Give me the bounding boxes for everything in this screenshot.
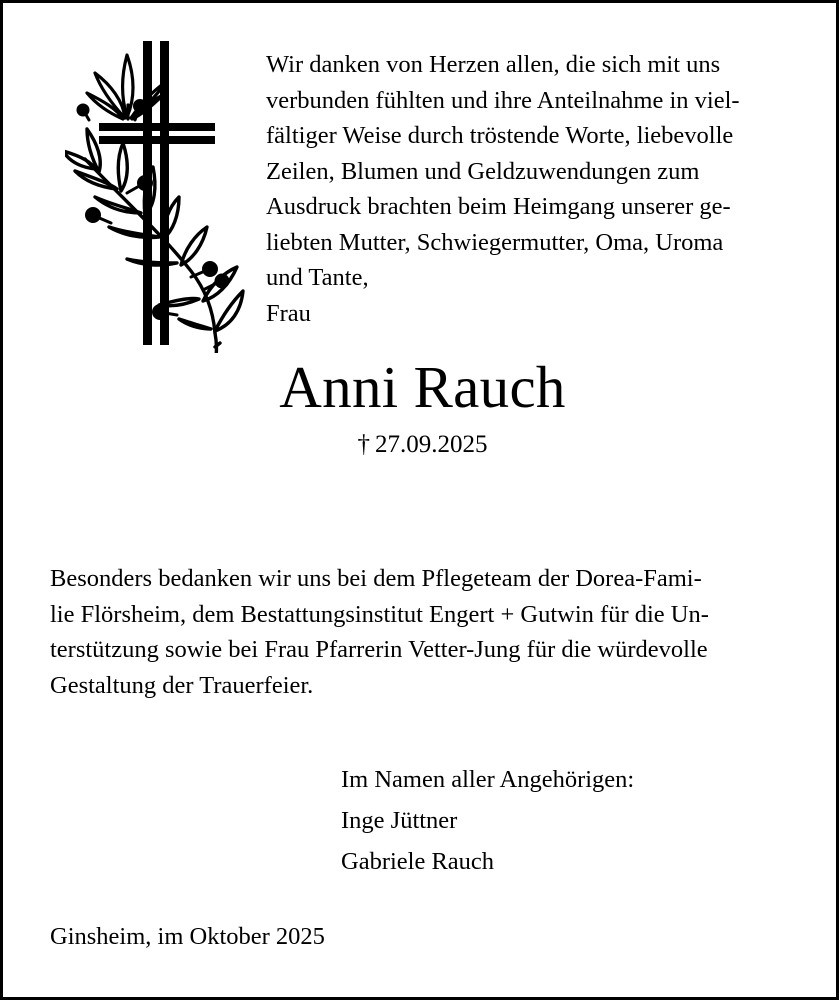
intro-paragraph	[266, 47, 802, 331]
signature-name: Inge Jüttner	[341, 807, 458, 834]
thanks-line: terstützung sowie bei Frau Pfarrerin Vetter-Jung für die würdevolle	[50, 636, 708, 663]
deceased-block	[3, 355, 839, 460]
intro-line: Ausdruck brachten beim Heimgang unserer ge-	[266, 193, 731, 220]
place-and-date: Ginsheim, im Oktober 2025	[50, 923, 325, 950]
death-date-line	[3, 430, 839, 460]
cross-with-olive-branch-icon	[65, 33, 245, 353]
intro-line: verbunden fühlten und ihre Anteilnahme in viel-	[266, 86, 740, 114]
salutation-label: Frau	[266, 299, 311, 327]
thanks-paragraph	[50, 561, 798, 703]
thanks-line: lie Flörsheim, dem Bestattungsinstitut Engert + Gutwin für die Un-	[50, 600, 709, 628]
intro-line: und Tante,	[266, 264, 369, 291]
intro-line: liebten Mutter, Schwiegermutter, Oma, Uroma	[266, 228, 724, 256]
intro-line: Zeilen, Blumen und Geldzuwendungen zum	[266, 157, 700, 185]
thanks-line: Besonders bedanken wir uns bei dem Pflegeteam der Dorea-Fami-	[50, 565, 702, 592]
intro-line: Wir danken von Herzen allen, die sich mit uns	[266, 51, 721, 78]
deceased-name: Anni Rauch	[279, 354, 566, 420]
signature-block	[341, 759, 634, 882]
signature-heading: Im Namen aller Angehörigen:	[341, 766, 635, 793]
death-date-value: 27.09.2025	[375, 431, 488, 458]
signature-name: Gabriele Rauch	[341, 848, 495, 875]
thanks-line: Gestaltung der Trauerfeier.	[50, 671, 314, 699]
dagger-cross-icon: †	[357, 431, 370, 458]
intro-line: fältiger Weise durch tröstende Worte, liebevolle	[266, 122, 734, 149]
